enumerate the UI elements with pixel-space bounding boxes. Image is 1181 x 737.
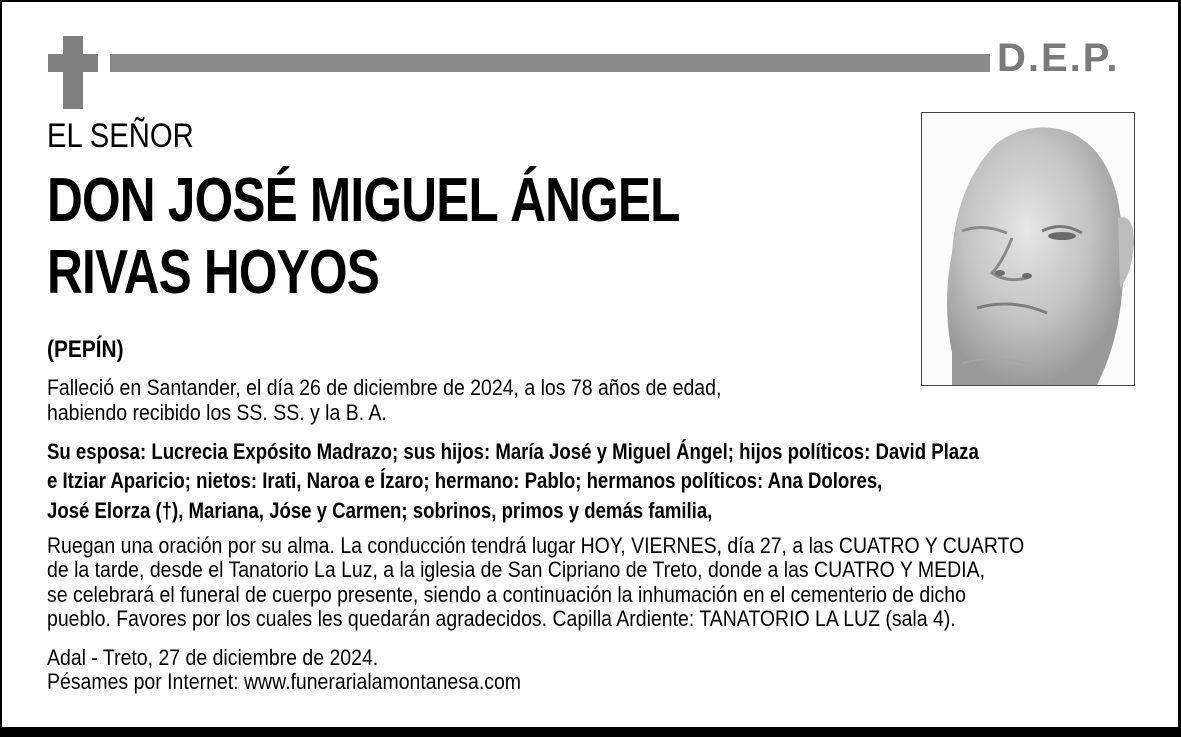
family-line: Su esposa: Lucrecia Expósito Madrazo; sus hijos: María José y Miguel Ángel; hijos políticos: David Plaza bbox=[47, 439, 979, 464]
family-line: José Elorza (†), Mariana, Jóse y Carmen; sobrinos, primos y demás familia, bbox=[47, 498, 713, 523]
cross-icon-vertical bbox=[63, 36, 83, 109]
portrait-image bbox=[922, 113, 1134, 385]
death-notice-line: habiendo recibido los SS. SS. y la B. A. bbox=[47, 400, 387, 425]
deceased-name-line-1: DON JOSÉ MIGUEL ÁNGEL bbox=[47, 166, 680, 235]
death-notice-line: Falleció en Santander, el día 26 de diciembre de 2024, a los 78 años de edad, bbox=[47, 375, 722, 400]
ceremony-line: se celebrará el funeral de cuerpo presente, siendo a continuación la inhumación en el cementerio de dicho bbox=[47, 582, 966, 607]
condolences-line bbox=[47, 670, 521, 694]
ceremony-line: pueblo. Favores por los cuales les quedarán agradecidos. Capilla Ardiente: TANATORIO LA LUZ (sala 4). bbox=[47, 606, 956, 631]
header-rule bbox=[110, 54, 990, 72]
ceremony-line: Ruegan una oración por su alma. La conducción tendrá lugar HOY, VIERNES, día 27, a las CUATRO Y CUARTO bbox=[47, 533, 1025, 558]
condolences-link[interactable]: www.funerarialamontanesa.com bbox=[243, 669, 522, 694]
nickname: (PEPÍN) bbox=[47, 336, 124, 363]
condolences-label: Pésames por Internet: bbox=[47, 669, 244, 694]
portrait-photo bbox=[921, 112, 1135, 386]
ceremony-line: de la tarde, desde el Tanatorio La Luz, a la iglesia de San Cipriano de Treto, donde a las CUATRO Y MEDIA, bbox=[47, 557, 986, 582]
dep-label: D.E.P. bbox=[997, 36, 1120, 80]
place-date: Adal - Treto, 27 de diciembre de 2024. bbox=[47, 645, 379, 670]
cross-icon-horizontal bbox=[48, 54, 98, 72]
honorific: EL SEÑOR bbox=[47, 117, 194, 155]
deceased-name-line-2: RIVAS HOYOS bbox=[47, 238, 380, 307]
family-line: e Itziar Aparicio; nietos: Irati, Naroa e Ízaro; hermano: Pablo; hermanos políticos: Ana Dolores, bbox=[47, 468, 883, 493]
